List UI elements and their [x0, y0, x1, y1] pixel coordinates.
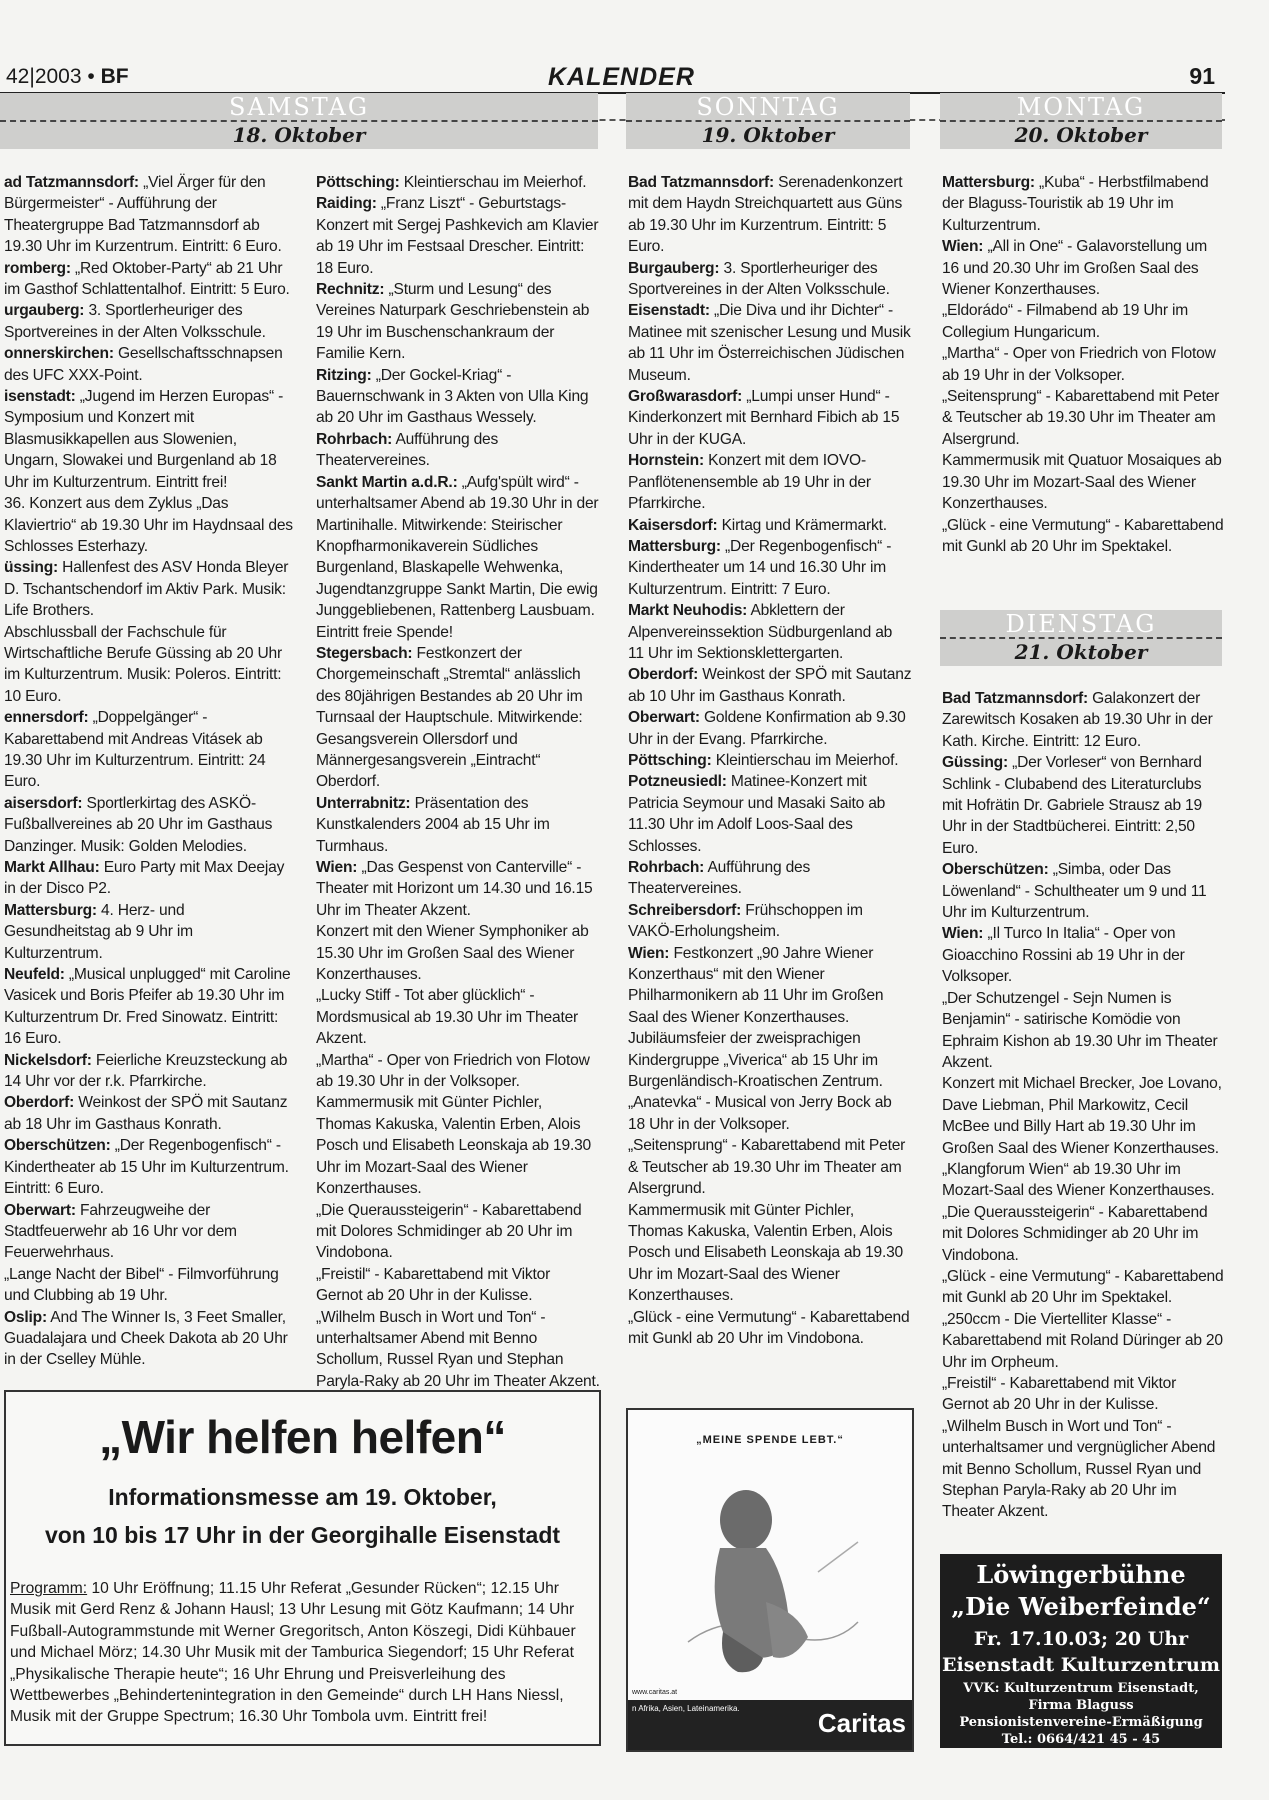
event-text: Weinkost der SPÖ mit Sautanz ab 10 Uhr im Gasthaus Konrath. — [628, 666, 912, 705]
event-text: Festkonzert „90 Jahre Wiener Konzerthaus“ mit den Wiener Philharmonikern ab 11 Uhr im Großen Saal des Wiener Konzerthauses. — [628, 944, 884, 1026]
event-place: Eisenstadt: — [628, 302, 710, 320]
caritas-url: www.caritas.at — [632, 1689, 678, 1696]
event-text: „Kuba“ - Herbstfilmabend der Blaguss-Touristik ab 19 Uhr im Kulturzentrum. — [942, 174, 1209, 234]
caritas-slogan: „MEINE SPENDE LEBT.“ — [696, 1434, 844, 1446]
day-date: 18. Oktober — [232, 123, 366, 147]
event-entry — [942, 988, 1224, 1074]
event-text: Feierliche Kreuzsteckung ab 14 Uhr vor der r.k. Pfarrkirche. — [4, 1051, 288, 1091]
event-place: Stegersbach: — [316, 644, 413, 662]
event-entry — [628, 258, 912, 301]
event-text: „Der Schutzengel - Sejn Numen is Benjamin“ - satirische Komödie von Ephraim Kishon ab 19.30 Uhr im Theater Akzent. — [942, 989, 1218, 1071]
event-text: „Il Turco In Italia“ - Oper von Gioacchino Rossini ab 19 Uhr in der Volksoper. — [942, 925, 1185, 986]
event-entry — [628, 450, 912, 514]
day-name: SONNTAG — [696, 93, 840, 121]
event-place: isenstadt: — [4, 388, 76, 406]
event-entry — [4, 964, 294, 1050]
event-text: Abklettern der Alpenvereinssektion Südburgenland ab 11 Uhr im Sektionsklettergarten. — [628, 602, 893, 662]
event-entry — [628, 707, 912, 750]
event-text: „Franz Liszt“ - Geburtstags-Konzert mit Sergej Pashkevich am Klavier ab 19 Uhr im Festsaal Drescher. Eintritt: 18 Euro. — [316, 195, 599, 277]
caritas-strip-text: n Afrika, Asien, Lateinamerika. — [632, 1704, 740, 1713]
event-place: Ritzing: — [316, 366, 372, 384]
play-venue: Eisenstadt Kulturzentrum — [942, 1654, 1220, 1676]
event-place: Oberdorf: — [4, 1094, 75, 1112]
event-place: Burgauberg: — [628, 259, 720, 277]
event-place: Bad Tatzmannsdorf: — [628, 174, 774, 191]
play-title: „Die Weiberfeinde“ — [951, 1592, 1211, 1621]
day-header-dienstag — [940, 610, 1222, 666]
event-entry — [316, 472, 600, 643]
event-place: Oberwart: — [4, 1201, 76, 1219]
day-name: MONTAG — [1016, 93, 1146, 121]
event-entry — [4, 1135, 294, 1199]
event-place: Oberdorf: — [628, 666, 699, 684]
event-place: üssing: — [4, 559, 59, 577]
event-text: Festkonzert der Chorgemeinschaft „Stremtal“ anlässlich des 80jährigen Bestandes ab 20 Uhr im Turnsaal der Hauptschule. Mitwirkende: Gesangsverein Ollersdorf und Männergesangsverein „Eintracht“ Oberdorf. — [316, 644, 583, 791]
program-text: 10 Uhr Eröffnung; 11.15 Uhr Referat „Gesunder Rücken“; 12.15 Uhr Musik mit Gerd Renz & Johann Hausl; 13 Uhr Lesung mit Götz Kaufmann; 14 Uhr Fußball-Autogrammstunde mit Werner Gregoritsch, Anton Köszegi, Didi Kühbauer und Michael Mörz; 14.30 Uhr Musik mit der Tamburica Siegendorf; 15 Uhr Referat „Physikalische Therapie heute“; 16 Uhr Ehrung und Preisverleihung des Wettbewerbes „Behindertenintegration in den Gemeinde“ durch LH Hans Niessl, Musik mit der Gruppe Spectrum; 16.30 Uhr Tombola uvm. Eintritt frei! — [10, 1580, 576, 1726]
event-place: romberg: — [4, 259, 71, 277]
page-number: 91 — [1189, 63, 1215, 89]
event-entry — [316, 365, 600, 429]
column-dienstag — [942, 688, 1224, 1523]
event-text: Kammermusik mit Günter Pichler, Thomas Kakuska, Valentin Erben, Alois Posch und Elisabeth Leonskaja ab 19.30 Uhr im Mozart-Saal des Wiener Konzerthauses. — [316, 1094, 592, 1198]
event-text: „Jugend im Herzen Europas“ - Symposium und Konzert mit Blasmusikkapellen aus Slowenien, Ungarn, Slowakei und Burgenland ab 18 Uhr im Kulturzentrum. Eintritt frei! — [4, 388, 284, 491]
event-text: „Der Gockel-Kriag“ - Bauernschwank in 3 Akten von Ulla King ab 20 Uhr im Gasthaus Wessely. — [316, 366, 589, 427]
caritas-ad — [626, 1408, 914, 1752]
event-entry — [316, 793, 600, 857]
event-text: „Klangforum Wien“ ab 19.30 Uhr im Mozart-Saal des Wiener Konzerthauses. — [942, 1160, 1215, 1200]
day-date: 21. Oktober — [1014, 640, 1148, 664]
event-entry — [4, 1050, 294, 1093]
promo-box — [4, 1390, 601, 1746]
event-place: Wien: — [316, 859, 358, 876]
event-text: „Aufg'spült wird“ - unterhaltsamer Abend ab 19.30 Uhr in der Martinihalle. Mitwirkende: Steirischer Knopfharmonikaverein Südliches Burgenland, Blaskapelle Wehwenka, Jugendtanzgruppe Sankt Martin, Die ewig Junggebliebenen, Rattenberg Lausbuam. Eintritt freie Spende! — [316, 473, 599, 641]
event-text: Präsentation des Kunstkalenders 2004 ab 15 Uhr im Turmhaus. — [316, 794, 550, 855]
day-header-sonntag — [626, 93, 910, 149]
event-entry — [942, 343, 1224, 386]
event-entry — [942, 859, 1224, 923]
event-entry — [4, 707, 294, 793]
event-place: ad Tatzmannsdorf: — [4, 174, 139, 191]
event-entry — [316, 1264, 600, 1307]
event-text: „Die Queraussteigerin“ - Kabarettabend mit Dolores Schmidinger ab 20 Uhr im Vindobona. — [316, 1201, 582, 1262]
event-place: Pöttsching: — [628, 751, 712, 769]
event-entry — [316, 429, 600, 472]
event-text: Aufführung des Theatervereines. — [628, 859, 811, 898]
event-text: Kammermusik mit Quatuor Mosaiques ab 19.30 Uhr im Mozart-Saal des Wiener Konzerthauses. — [942, 452, 1222, 513]
event-text: 36. Konzert aus dem Zyklus „Das Klaviertrio“ ab 19.30 Uhr im Haydnsaal des Schlosses Esterhazy. — [4, 495, 293, 555]
event-place: Mattersburg: — [4, 901, 97, 919]
event-text: „Glück - eine Vermutung“ - Kabarettabend mit Gunkl ab 20 Uhr im Spektakel. — [942, 516, 1224, 555]
event-place: aisersdorf: — [4, 794, 83, 812]
event-entry — [628, 1135, 912, 1199]
event-place: urgauberg: — [4, 302, 85, 320]
event-entry — [942, 1073, 1224, 1159]
event-place: Wien: — [628, 944, 670, 962]
event-text: „Glück - eine Vermutung“ - Kabarettabend mit Gunkl ab 20 Uhr im Vindobona. — [628, 1308, 910, 1347]
event-place: Wien: — [942, 238, 984, 256]
event-place: Oslip: — [4, 1308, 47, 1326]
event-place: Rohrbach: — [628, 859, 705, 876]
event-entry — [628, 172, 912, 258]
event-text: Konzert mit den Wiener Symphoniker ab 15.30 Uhr im Großen Saal des Wiener Konzerthauses. — [316, 923, 589, 984]
event-entry — [628, 1307, 912, 1350]
column-sonntag — [628, 172, 912, 1349]
event-text: „Der Regenbogenfisch“ - Kindertheater um 14 und 16.30 Uhr im Kulturzentrum. Eintritt: 7 Euro. — [628, 537, 892, 598]
event-place: Hornstein: — [628, 452, 704, 470]
event-text: „Doppelgänger“ - Kabarettabend mit Andreas Vitásek ab 19.30 Uhr im Kulturzentrum. Eintritt: 24 Euro. — [4, 709, 266, 791]
event-entry — [942, 515, 1224, 558]
child-photo-icon — [668, 1462, 868, 1692]
event-text: Sportlerkirtag des ASKÖ-Fußballvereines ab 20 Uhr im Gasthaus Danzinger. Musik: Golden Melodies. — [4, 794, 273, 855]
event-text: Fahrzeugweihe der Stadtfeuerwehr ab 16 Uhr vor dem Feuerwehrhaus. — [4, 1201, 237, 1262]
event-text: Aufführung des Theatervereines. — [316, 430, 499, 470]
event-text: „Simba, oder Das Löwenland“ - Schultheater um 9 und 11 Uhr im Kulturzentrum. — [942, 861, 1207, 922]
event-entry — [4, 343, 294, 386]
event-text: „Eldorádo“ - Filmabend ab 19 Uhr im Collegium Hungaricum. — [942, 302, 1189, 341]
event-entry — [942, 1266, 1224, 1309]
ticket-line-1: VVK: Kulturzentrum Eisenstadt, — [963, 1681, 1199, 1696]
event-place: onnerskirchen: — [4, 345, 114, 363]
day-header-samstag — [0, 93, 598, 149]
theater-name: Löwingerbühne — [976, 1560, 1186, 1589]
event-entry — [628, 1028, 912, 1092]
event-place: Potzneusiedl: — [628, 773, 727, 791]
event-text: Hallenfest des ASV Honda Bleyer D. Tschantschendorf im Aktiv Park. Musik: Life Brothers. — [4, 559, 289, 620]
event-entry — [628, 750, 912, 771]
event-place: Nickelsdorf: — [4, 1051, 92, 1069]
event-entry — [942, 236, 1224, 300]
event-text: „Lumpi unser Hund“ - Kinderkonzert mit Bernhard Fibich ab 15 Uhr in der KUGA. — [628, 388, 900, 448]
event-text: Serenadenkonzert mit dem Haydn Streichquartett aus Güns ab 19.30 Uhr im Kurzentrum. Eintritt: 5 Euro. — [628, 174, 903, 256]
event-text: Konzert mit Michael Brecker, Joe Lovano, Dave Liebman, Phil Markowitz, Cecil McBee und Billy Hart ab 19.30 Uhr im Großen Saal des Wiener Konzerthauses. — [942, 1075, 1222, 1157]
event-place: Raiding: — [316, 195, 377, 213]
event-entry — [942, 752, 1224, 859]
event-entry — [628, 900, 912, 943]
event-entry — [628, 1200, 912, 1307]
column-samstag-1 — [4, 172, 294, 1371]
event-text: „Freistil“ - Kabarettabend mit Viktor Gernot ab 20 Uhr in der Kulisse. — [942, 1375, 1177, 1414]
event-text: „Lange Nacht der Bibel“ - Filmvorführung und Clubbing ab 19 Uhr. — [4, 1265, 279, 1305]
event-place: Oberschützen: — [942, 861, 1049, 879]
event-text: „Martha“ - Oper von Friedrich von Flotow ab 19 Uhr in der Volksoper. — [942, 345, 1216, 384]
event-text: 3. Sportlerheuriger des Sportvereines in der Alten Volksschule. — [628, 259, 890, 299]
column-montag — [942, 172, 1224, 557]
event-place: Mattersburg: — [628, 537, 721, 555]
event-text: Kleintierschau im Meierhof. — [711, 751, 899, 769]
event-text: Gesellschaftsschnapsen des UFC XXX-Point. — [4, 345, 283, 384]
event-entry — [942, 923, 1224, 987]
event-text: And The Winner Is, 3 Feet Smaller, Guadalajara und Cheek Dakota ab 20 Uhr in der Cselley Mühle. — [4, 1308, 288, 1369]
event-text: „250ccm - Die Viertelliter Klasse“ - Kabarettabend mit Roland Düringer ab 20 Uhr im Orpheum. — [942, 1310, 1223, 1371]
event-place: Sankt Martin a.d.R.: — [316, 473, 458, 491]
promo-subtitle-2: von 10 bis 17 Uhr in der Georgihalle Eisenstadt — [44, 1522, 561, 1548]
event-text: „Seitensprung“ - Kabarettabend mit Peter & Teutscher ab 19.30 Uhr im Theater am Alsergrund. — [628, 1137, 906, 1198]
event-place: Unterrabnitz: — [316, 794, 411, 812]
event-entry — [942, 300, 1224, 343]
event-place: Bad Tatzmannsdorf: — [942, 690, 1088, 707]
column-samstag-2 — [316, 172, 600, 1392]
event-entry — [4, 258, 294, 301]
event-place: Güssing: — [942, 754, 1008, 772]
event-place: Pöttsching: — [316, 174, 400, 191]
day-date: 20. Oktober — [1014, 123, 1148, 147]
event-entry — [316, 921, 600, 985]
event-text: Goldene Konfirmation ab 9.30 Uhr in der Evang. Pfarrkirche. — [628, 709, 906, 748]
event-entry — [942, 386, 1224, 450]
day-header-montag — [940, 93, 1222, 149]
ticket-info — [940, 1680, 1222, 1748]
event-text: 4. Herz- und Gesundheitstag ab 9 Uhr im Kulturzentrum. — [4, 901, 193, 962]
event-text: Abschlussball der Fachschule für Wirtschaftliche Berufe Güssing ab 20 Uhr im Kulturzentrum. Musik: Poleros. Eintritt: 10 Euro. — [4, 623, 283, 705]
event-entry — [4, 1264, 294, 1307]
event-place: Großwarasdorf: — [628, 388, 743, 406]
event-text: Euro Party mit Max Deejay in der Disco P2. — [4, 859, 285, 898]
ticket-line-3: Pensionistenvereine-Ermäßigung — [959, 1715, 1203, 1730]
event-text: „Wilhelm Busch in Wort und Ton“ - unterhaltsamer und vergnüglicher Abend mit Benno Schollum, Russel Ryan und Stephan Paryla-Raky ab 20 Uhr im Theater Akzent. — [942, 1417, 1216, 1521]
event-place: Rohrbach: — [316, 430, 393, 448]
event-text: „Viel Ärger für den Bürgermeister“ - Aufführung der Theatergruppe Bad Tatzmannsdorf ab 19.30 Uhr im Kurzentrum. Eintritt: 6 Euro. — [4, 174, 282, 256]
event-entry — [4, 622, 294, 708]
event-place: Wien: — [942, 925, 984, 943]
event-entry — [942, 1416, 1224, 1523]
event-entry — [4, 1200, 294, 1264]
event-place: Schreibersdorf: — [628, 901, 742, 919]
event-entry — [316, 172, 600, 193]
event-entry — [942, 1159, 1224, 1202]
event-entry — [628, 1092, 912, 1135]
event-entry — [628, 300, 912, 386]
event-text: „Lucky Stiff - Tot aber glücklich“ - Mordsmusical ab 19.30 Uhr im Theater Akzent. — [316, 987, 579, 1048]
event-text: „Die Queraussteigerin“ - Kabarettabend mit Dolores Schmidinger ab 20 Uhr im Vindobona. — [942, 1203, 1208, 1264]
event-text: Matinee-Konzert mit Patricia Seymour und Masaki Saito ab 11.30 Uhr im Adolf Loos-Saal des Schlosses. — [628, 773, 886, 855]
play-date: Fr. 17.10.03; 20 Uhr — [973, 1628, 1189, 1650]
event-place: Mattersburg: — [942, 174, 1035, 191]
event-text: „Der Vorleser“ von Bernhard Schlink - Clubabend des Literaturclubs mit Hofrätin Dr. Gabriele Strausz ab 19 Uhr in der Stadtbücherei. Eintritt: 2,50 Euro. — [942, 754, 1203, 857]
event-text: „Wilhelm Busch in Wort und Ton“ - unterhaltsamer Abend mit Benno Schollum, Russel Ryan und Stephan Paryla-Raky ab 20 Uhr im Theater Akzent. — [316, 1308, 600, 1390]
issue-label: 42|2003 • BF — [6, 65, 129, 88]
event-entry — [942, 1202, 1224, 1266]
day-name: DIENSTAG — [1005, 610, 1157, 638]
event-entry — [4, 900, 294, 964]
event-text: „Martha“ - Oper von Friedrich von Flotow ab 19.30 Uhr in der Volksoper. — [316, 1051, 590, 1091]
event-text: „Freistil“ - Kabarettabend mit Viktor Gernot ab 20 Uhr in der Kulisse. — [316, 1265, 551, 1305]
event-text: Kirtag und Krämermarkt. — [717, 516, 887, 534]
event-place: Markt Neuhodis: — [628, 602, 748, 620]
event-place: Oberschützen: — [4, 1137, 111, 1155]
event-entry — [628, 943, 912, 1029]
event-text: Frühschoppen im VAKÖ-Erholungsheim. — [628, 901, 863, 941]
event-entry — [316, 985, 600, 1049]
event-text: Konzert mit dem IOVO-Panflötenensemble ab 19 Uhr in der Pfarrkirche. — [628, 452, 871, 513]
event-text: „Die Diva und ihr Dichter“ - Matinee mit szenischer Lesung und Musik ab 11 Uhr im Österreichischen Jüdischen Museum. — [628, 302, 911, 384]
event-text: „Glück - eine Vermutung“ - Kabarettabend mit Gunkl ab 20 Uhr im Spektakel. — [942, 1267, 1224, 1307]
caritas-strip — [628, 1700, 912, 1750]
event-entry — [4, 172, 294, 258]
event-text: „Das Gespenst von Canterville“ - Theater mit Horizont um 14.30 und 16.15 Uhr im Theater Akzent. — [316, 859, 593, 919]
event-text: Weinkost der SPÖ mit Sautanz ab 18 Uhr im Gasthaus Konrath. — [4, 1094, 288, 1133]
event-text: „Sturm und Lesung“ des Vereines Naturpark Geschriebenstein ab 19 Uhr im Buschenschankraum der Familie Kern. — [316, 281, 590, 363]
event-text: Kleintierschau im Meierhof. — [399, 174, 587, 191]
event-text: „All in One“ - Galavorstellung um 16 und 20.30 Uhr im Großen Saal des Wiener Konzerthauses. — [942, 238, 1208, 299]
event-entry — [628, 536, 912, 600]
promo-program — [10, 1578, 591, 1728]
event-entry — [942, 450, 1224, 514]
event-entry — [316, 643, 600, 793]
event-entry — [942, 172, 1224, 236]
event-text: „Musical unplugged“ mit Caroline Vasicek und Boris Pfeifer ab 19.30 Uhr im Kulturzentrum Dr. Fred Sinowatz. Eintritt: 16 Euro. — [4, 966, 291, 1048]
event-entry — [628, 857, 912, 900]
event-text: Galakonzert der Zarewitsch Kosaken ab 19.30 Uhr in der Kath. Kirche. Eintritt: 12 Euro. — [942, 690, 1213, 750]
event-text: „Der Regenbogenfisch“ - Kindertheater ab 15 Uhr im Kulturzentrum. Eintritt: 6 Euro. — [4, 1137, 289, 1198]
event-entry — [316, 1092, 600, 1199]
event-entry — [4, 300, 294, 343]
ticket-phone: Tel.: 0664/421 45 - 45 — [1001, 1732, 1161, 1747]
event-entry — [628, 600, 912, 664]
event-place: Markt Allhau: — [4, 859, 100, 876]
event-entry — [628, 664, 912, 707]
event-entry — [316, 1307, 600, 1393]
caritas-logo: Caritas — [817, 1708, 906, 1738]
event-place: Rechnitz: — [316, 281, 385, 299]
event-text: Jubiläumsfeier der zweisprachigen Kindergruppe „Viverica“ ab 15 Uhr im Burgenländisch-Kroatischen Zentrum. — [628, 1030, 883, 1091]
promo-subtitle-1: Informationsmesse am 19. Oktober, — [108, 1484, 497, 1510]
event-entry — [628, 515, 912, 536]
event-text: „Seitensprung“ - Kabarettabend mit Peter & Teutscher ab 19.30 Uhr im Theater am Alsergrund. — [942, 388, 1220, 448]
event-entry — [942, 688, 1224, 752]
event-text: 3. Sportlerheuriger des Sportvereines in der Alten Volksschule. — [4, 302, 266, 341]
promo-title: „Wir helfen helfen“ — [99, 1411, 506, 1463]
event-text: Kammermusik mit Günter Pichler, Thomas Kakuska, Valentin Erben, Alois Posch und Elisabeth Leonskaja ab 19.30 Uhr im Mozart-Saal des Wiener Konzerthauses. — [628, 1201, 904, 1305]
event-entry — [4, 557, 294, 621]
event-entry — [316, 193, 600, 279]
event-entry — [4, 793, 294, 857]
day-date: 19. Oktober — [701, 123, 835, 147]
event-entry — [316, 1200, 600, 1264]
event-entry — [4, 1092, 294, 1135]
event-place: Kaisersdorf: — [628, 516, 718, 534]
event-place: ennersdorf: — [4, 709, 89, 727]
event-entry — [4, 493, 294, 557]
page-header — [0, 62, 1225, 94]
event-entry — [4, 386, 294, 493]
event-entry — [942, 1373, 1224, 1416]
event-entry — [628, 771, 912, 857]
event-entry — [316, 857, 600, 921]
section-title: KALENDER — [548, 63, 695, 91]
event-place: Oberwart: — [628, 709, 700, 727]
event-text: „Red Oktober-Party“ ab 21 Uhr im Gasthof Schlattentalhof. Eintritt: 5 Euro. — [4, 259, 290, 299]
program-label: Programm: — [10, 1580, 88, 1597]
theater-ad — [940, 1554, 1222, 1748]
event-entry — [628, 386, 912, 450]
event-entry — [942, 1309, 1224, 1373]
day-name: SAMSTAG — [229, 93, 369, 121]
event-entry — [4, 857, 294, 900]
event-entry — [4, 1307, 294, 1371]
event-place: Neufeld: — [4, 966, 65, 984]
event-text: „Anatevka“ - Musical von Jerry Bock ab 18 Uhr in der Volksoper. — [628, 1094, 892, 1133]
event-entry — [316, 279, 600, 365]
ticket-line-2: Firma Blaguss — [1028, 1698, 1134, 1713]
event-entry — [316, 1050, 600, 1093]
